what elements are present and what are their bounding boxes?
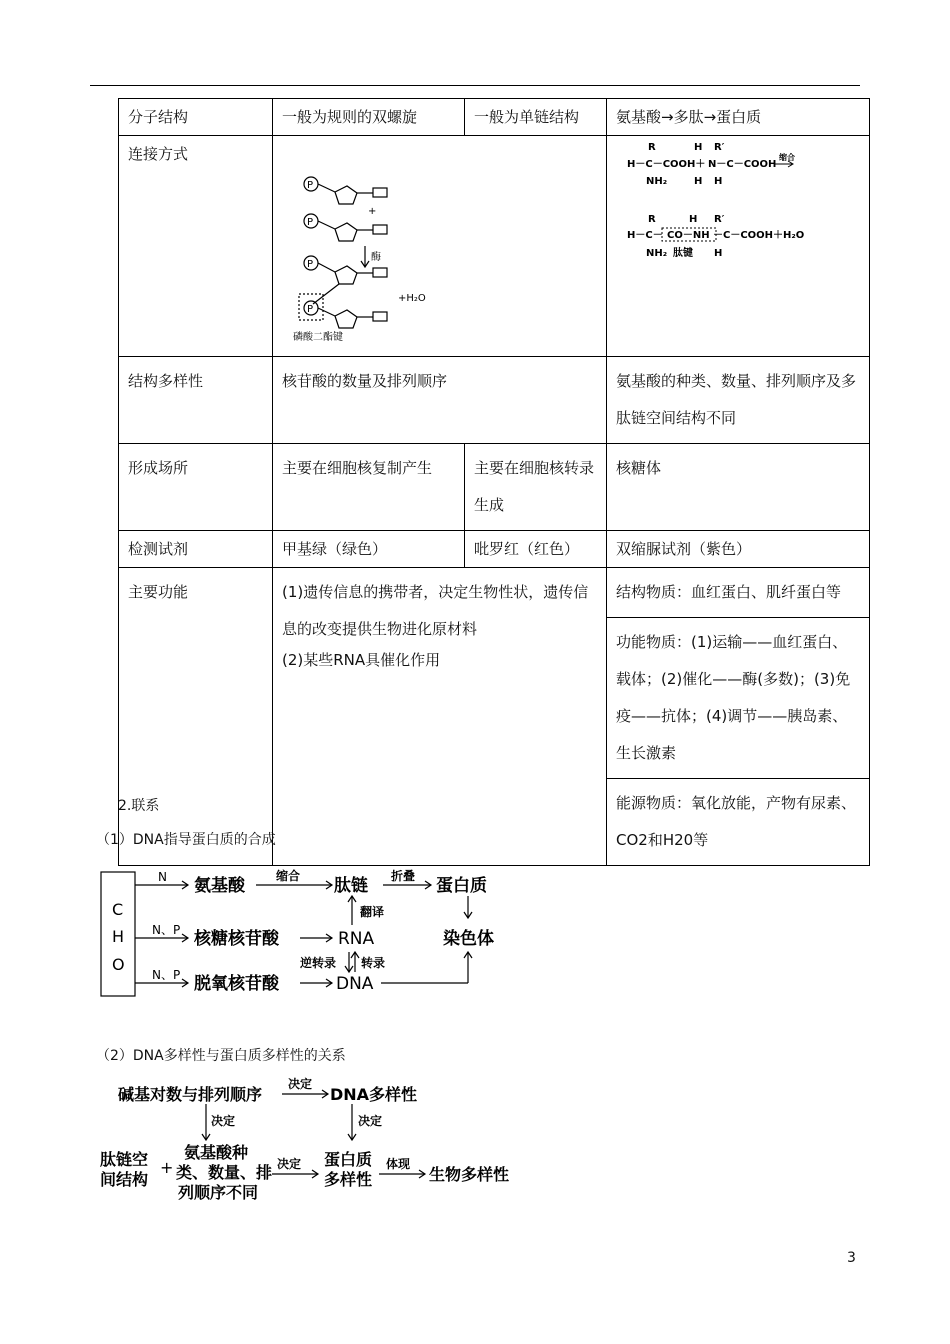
base-label: 碱基对数与排列顺序 [118, 1085, 263, 1104]
pentose-icon [335, 223, 357, 241]
rna-structure: 一般为单链结构 [465, 99, 607, 136]
protein-energy: 能源物质：氧化放能，产物有尿素、CO2和H20等 [607, 779, 870, 866]
comparison-table [118, 98, 870, 866]
protein-structural: 结构物质：血红蛋白、肌纤蛋白等 [607, 568, 870, 618]
row-diversity [119, 357, 870, 444]
bio-label: 生物多样性 [429, 1165, 510, 1184]
amino-1: 氨基酸种 [184, 1143, 249, 1162]
protein-functional: 功能物质：(1)运输——血红蛋白、载体；(2)催化——酶(多数)；(3)免疫——抗体；(4)调节——胰岛素、生长激素 [607, 618, 870, 779]
dna-reagent: 甲基绿（绿色） [273, 531, 465, 568]
p-label: P [307, 304, 314, 315]
section-title: 2.联系 [118, 798, 160, 814]
pentose-icon [335, 310, 357, 328]
decide2-label: 决定 [211, 1114, 236, 1128]
sub-heading-2: （2）DNA多样性与蛋白质多样性的关系 [96, 1048, 346, 1064]
line1-b: N－C－COOH [708, 159, 777, 170]
sub-heading-1: （1）DNA指导蛋白质的合成 [96, 832, 276, 848]
pentose-icon [335, 266, 357, 284]
reverse-label: 逆转录 [300, 956, 337, 970]
nh2-label: NH₂ [646, 176, 668, 187]
fold-label: 折叠 [391, 869, 416, 883]
label-site: 形成场所 [119, 444, 273, 531]
protein-site: 核糖体 [607, 444, 870, 531]
chromosome-label: 染色体 [443, 929, 494, 949]
h-label: H [689, 214, 698, 225]
line2-b: －C－COOH＋H₂O [713, 230, 805, 241]
label-function: 主要功能 [119, 568, 273, 866]
rna-label: RNA [338, 929, 375, 949]
decide4-label: 决定 [277, 1157, 302, 1171]
bond-label: 磷酸二酯键 [293, 332, 343, 342]
amino-2: 类、数量、排 [176, 1163, 273, 1182]
base-icon [373, 188, 387, 197]
co-nh-label: CO－NH [667, 230, 710, 241]
c-label: C [112, 900, 124, 919]
decide-label: 决定 [288, 1077, 313, 1091]
nucleotide-diagram [273, 136, 607, 342]
rna-reagent: 吡罗红（红色） [465, 531, 607, 568]
peptide-link-cell [607, 136, 870, 357]
header-rule [90, 85, 860, 86]
nucleic-function-1: (1)遗传信息的携带者，决定生物性状，遗传信息的改变提供生物进化原材料 [282, 583, 589, 638]
h-label: H [694, 142, 703, 153]
protein-reagent: 双缩脲试剂（紫色） [607, 531, 870, 568]
prot-1: 蛋白质 [324, 1150, 373, 1169]
pentose-icon [335, 186, 357, 204]
nucleic-function-2: (2)某些RNA具催化作用 [282, 651, 441, 669]
label-structure: 分子结构 [119, 99, 273, 136]
enzyme-label: 酶 [371, 252, 381, 263]
row-site [119, 444, 870, 531]
row-link [119, 136, 870, 357]
transcribe-label: 转录 [361, 956, 386, 970]
protein-structure: 氨基酸→多肽→蛋白质 [607, 99, 870, 136]
r2-label: R′ [714, 142, 725, 153]
nucleotide-link-cell [273, 136, 607, 357]
amino-label: 氨基酸 [194, 876, 245, 896]
h2-label: H [714, 176, 723, 187]
prot-2: 多样性 [324, 1170, 373, 1189]
spatial-2: 间结构 [100, 1170, 149, 1189]
decide3-label: 决定 [358, 1114, 383, 1128]
p-label: P [307, 180, 314, 191]
base-icon [373, 225, 387, 234]
h-label: H [112, 927, 125, 946]
label-link: 连接方式 [119, 136, 273, 357]
row-function-1 [119, 568, 870, 618]
diversity-diagram [96, 1070, 526, 1210]
nh2-label: NH₂ [646, 248, 668, 259]
dna-structure: 一般为规则的双螺旋 [273, 99, 465, 136]
nucleic-function [273, 568, 607, 866]
np2-label: N、P [152, 968, 181, 982]
rna-site: 主要在细胞核转录生成 [465, 444, 607, 531]
line2-a: H－C－ [627, 230, 663, 241]
row-reagent [119, 531, 870, 568]
h2-label: H [714, 248, 723, 259]
np1-label: N、P [152, 923, 181, 937]
deoxy-label: 脱氧核苷酸 [194, 974, 279, 994]
dna-site: 主要在细胞核复制产生 [273, 444, 465, 531]
dna-protein-diagram [96, 860, 516, 1000]
amino-3: 列顺序不同 [178, 1183, 259, 1202]
p-label: P [307, 217, 314, 228]
h2-label: H [694, 176, 703, 187]
translate-label: 翻译 [360, 905, 385, 919]
chain-label: 肽链 [334, 876, 368, 896]
spatial-1: 肽链空 [100, 1150, 149, 1169]
o-label: O [112, 955, 125, 974]
protein-diversity: 氨基酸的种类、数量、排列顺序及多肽链空间结构不同 [607, 357, 870, 444]
nucleic-diversity: 核苷酸的数量及排列顺序 [273, 357, 607, 444]
r-label: R [648, 142, 656, 153]
r-label: R [648, 214, 656, 225]
plus-label: + [368, 206, 377, 217]
line1-a: H－C－COOH＋ [627, 159, 706, 170]
p-label: P [307, 259, 314, 270]
label-reagent: 检测试剂 [119, 531, 273, 568]
base-icon [373, 312, 387, 321]
water-label: +H₂O [398, 293, 426, 304]
n-label: N [158, 870, 167, 884]
dna-label: DNA [336, 974, 374, 994]
row-structure [119, 99, 870, 136]
cond-label: 缩合 [779, 153, 795, 162]
condense-label: 缩合 [276, 869, 301, 883]
peptide-bond-label: 肽键 [673, 248, 693, 259]
page-number: 3 [847, 1250, 856, 1266]
base-icon [373, 268, 387, 277]
plus-label: + [160, 1158, 174, 1177]
peptide-diagram [607, 136, 869, 342]
r2-label: R′ [714, 214, 725, 225]
label-diversity: 结构多样性 [119, 357, 273, 444]
protein-label: 蛋白质 [436, 876, 487, 896]
embody-label: 体现 [386, 1157, 411, 1171]
dna-div-label: DNA多样性 [330, 1085, 418, 1104]
ribo-label: 核糖核苷酸 [194, 929, 279, 949]
